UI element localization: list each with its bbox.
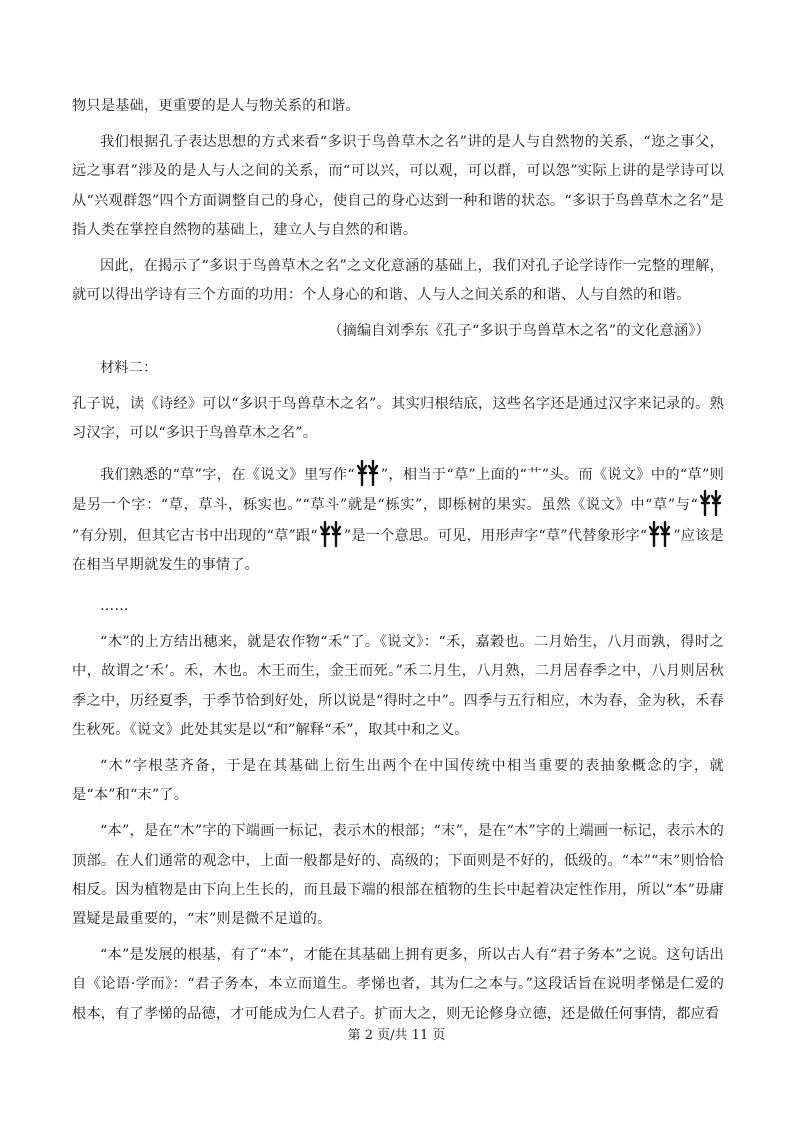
source-citation: （摘编自刘季东《孔子“多识于鸟兽草木之名”的文化意涵》） bbox=[328, 323, 710, 340]
ancient-cao-glyph-icon bbox=[320, 521, 342, 547]
cao-text-part3: ”有分别，但其它古书中出现的“草”跟“ bbox=[72, 527, 318, 544]
cao-text-part4: ”是一个意思。可见，用形声字“草”代替象形字“ bbox=[343, 527, 648, 544]
paragraph-confucius-method: 我们根据孔子表达思想的方式来看“多识于鸟兽草木之名”讲的是人与自然物的关系，“迩之事父，远之事君”涉及的是人与人之间的关系，而“可以兴，可以观，可以群，可以怨”实际上讲的是学诗可以从“兴观群怨”四个方面调整自己的身心，使自己的身心达到一种和谐的状态。“多识于鸟兽草木之名”是指人类在掌控自然物的基础上，建立人与自然的和谐。 bbox=[72, 134, 724, 238]
cao-text-part2: ”，相当于“草”上面的“艹”头。而《说文》中的“草”则是另一个字：“草，草斗，栎实也。”“草斗”就是“栎实”，即栎树的果实。虽然《说文》中“草”与“ bbox=[72, 467, 724, 514]
document-body bbox=[72, 92, 724, 1029]
ellipsis: …… bbox=[100, 598, 129, 615]
paragraph-continuation: 物只是基础，更重要的是人与物关系的和谐。 bbox=[72, 98, 360, 114]
ancient-cao-glyph-icon bbox=[357, 460, 379, 486]
ancient-cao-glyph-icon bbox=[700, 490, 722, 516]
paragraph-junzi-wuben: “本”是发展的根基，有了“本”，才能在其基础上拥有更多，所以古人有“君子务本”之说。这句话出自《论语·学而》：“君子务本，本立而道生。孝悌也者，其为仁之本与。”这段话旨在说明孝悌是仁爱的根本，有了孝悌的品德，才可能成为仁人君子。扩而大之，则无论修身立德，还是做任何事情，都应看 bbox=[72, 947, 724, 1022]
paragraph-ben-mo-explanation: “本”，是在“木”字的下端画一标记，表示木的根部；“末”，是在“木”字的上端画一标记，表示木的顶部。在人们通常的观念中，上面一般都是好的、高级的；下面则是不好的，低级的。“本”“末”则恰恰相反。因为植物是由下向上生长的，而且最下端的根部在植物的生长中起着决定性作用，所以“本”毋庸置疑是最重要的，“末”则是微不足道的。 bbox=[72, 823, 724, 928]
cao-text-part1: 我们熟悉的“草”字，在《说文》里写作“ bbox=[100, 467, 355, 484]
paragraph-cao-character bbox=[72, 460, 724, 580]
paragraph-ben-mo-intro: “木”字根茎齐备，于是在其基础上衍生出两个在中国传统中相当重要的表抽象概念的字，就是“本”和“末”了。 bbox=[72, 758, 724, 804]
ancient-cao-glyph-icon bbox=[649, 521, 671, 547]
cao-text-part5: ”应该是在相当早期就发生的事情了。 bbox=[72, 527, 724, 573]
paragraph-poetry-names: 孔子说，读《诗经》可以“多识于鸟兽草木之名”。其实归根结底，这些名字还是通过汉字来记录的。熟习汉字，可以“多识于鸟兽草木之名”。 bbox=[72, 395, 724, 442]
paragraph-conclusion: 因此，在揭示了“多识于鸟兽草木之名”之文化意涵的基础上，我们对孔子论学诗作一完整的理解，就可以得出学诗有三个方面的功用：个人身心的和谐、人与人之间关系的和谐、人与自然的和谐。 bbox=[72, 258, 724, 304]
paragraph-he-character: “木”的上方结出穗来，就是农作物“禾”了。《说文》：“禾，嘉穀也。二月始生，八月而孰，得时之中，故谓之‘禾’。禾，木也。木王而生，金王而死。”禾二月生，八月熟，二月居春季之中，八月则居秋季之中，历经夏季，于季节恰到好处，所以说是“得时之中”。四季与五行相应，木为春，金为秋，禾春生秋死。《说文》此处其实是以“和”解释“禾”，取其中和之义。 bbox=[72, 634, 724, 738]
section-label-material-two: 材料二： bbox=[100, 359, 158, 376]
page-footer: 第 2 页/共 11 页 bbox=[347, 1028, 446, 1043]
